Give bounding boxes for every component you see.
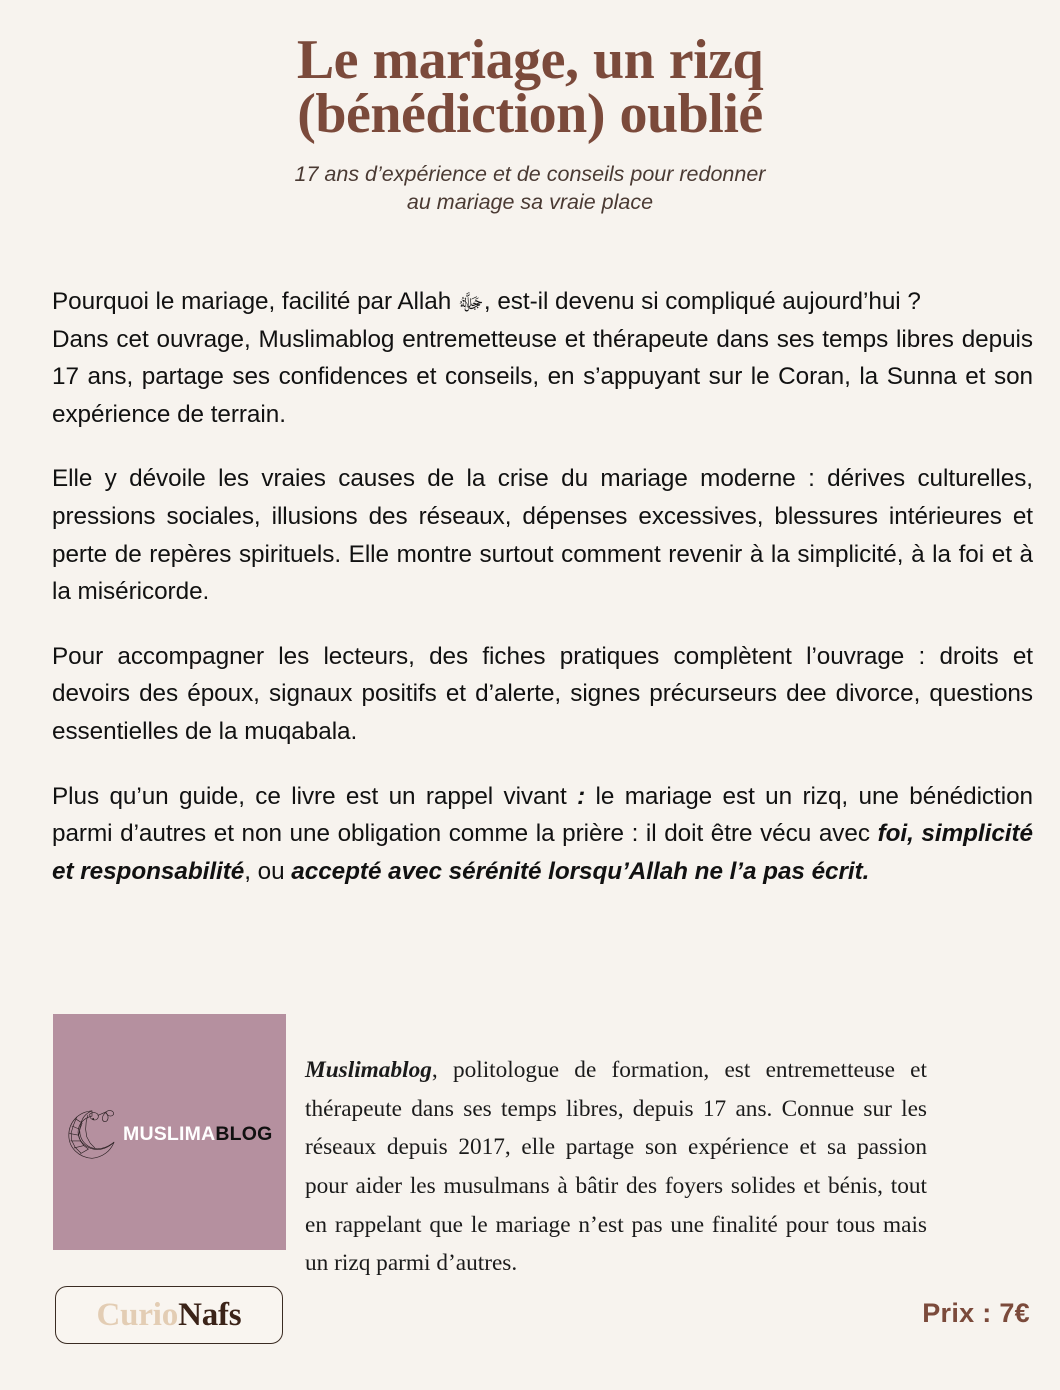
wordmark-part-muslima: MUSLIMA [123, 1122, 216, 1145]
author-name: Muslimablog [305, 1057, 432, 1084]
muslimablog-brand-tile [53, 1014, 286, 1250]
muslimablog-wordmark [123, 1123, 273, 1146]
page-footer [0, 1284, 1060, 1356]
paragraph-fiches: Pour accompagner les lecteurs, des fiches pratiques complètent l’ouvrage : droits et devoirs des époux, signaux positifs et d’alerte, signes précurseurs dee divorce, questions essentielles de la muqabala. [52, 642, 1033, 745]
author-bio-text: , politologue de formation, est entremetteuse et thérapeute dans ses temps libres, depuis 17 ans. Connue sur les réseaux depuis 2017, elle partage son expérience et sa passion pour aider les musulmans à bâtir des foyers solides et bénis, tout en rappelant que le mariage n’est pas une finalité pour tous mais un rizq parmi d’autres. [305, 1057, 927, 1277]
allah-honorific-glyph-icon: ﷻ [457, 290, 484, 316]
page-subtitle-line-1: 17 ans d’expérience et de conseils pour redonner [294, 161, 766, 186]
paragraph-conclusion-emphasis-2: accepté avec sérénité lorsqu’Allah ne l’a pas écrit. [291, 857, 870, 885]
curionafs-wordmark [97, 1297, 242, 1334]
author-section [53, 1014, 1033, 1277]
paragraph-causes: Elle y dévoile les vraies causes de la crise du mariage moderne : dérives culturelles, pressions sociales, illusions des réseaux, dépenses excessives, blessures intérieures et perte de repères spirituels. Elle montre surtout comment revenir à la simplicité, à la foi et à la miséricorde. [52, 465, 1033, 606]
page-title-line-2: (bénédiction) oublié [297, 82, 763, 145]
paragraph-intro-part-a: Pourquoi le mariage, facilité par Allah [52, 288, 458, 315]
price-label: Prix : 7€ [922, 1298, 1030, 1328]
paragraph-conclusion [52, 778, 1033, 891]
page-subtitle-line-2: au mariage sa vraie place [406, 189, 654, 214]
book-description-text [52, 283, 1033, 917]
wordmark-part-nafs: Nafs [178, 1296, 242, 1333]
paragraph-conclusion-colon: : [566, 782, 586, 810]
paragraph-conclusion-part-a: Plus qu’un guide, ce livre est un rappel vivant [52, 782, 567, 810]
muslimablog-logo [63, 1102, 281, 1166]
paragraph-conclusion-part-c: , ou [244, 857, 292, 885]
paragraph-conclusion-emphasis-1: foi, simplicité et responsabilité [52, 820, 1034, 885]
wordmark-part-blog: BLOG [215, 1122, 273, 1145]
page-title-line-1: Le mariage, un rizq [296, 29, 764, 91]
page-subtitle [220, 160, 840, 217]
paragraph-intro [52, 283, 1033, 433]
author-bio [305, 1051, 927, 1283]
paragraph-intro-part-b: , est-il devenu si compliqué aujourd’hui ? [483, 288, 921, 315]
paragraph-intro-part-c: Dans cet ouvrage, Muslimablog entremetteuse et thérapeute dans ses temps libres depuis 17 ans, partage ses confidences et conseils, en s’appuyant sur le Coran, la Sunna et son expérience de terrain. [52, 325, 1033, 428]
curionafs-logo-badge[interactable] [55, 1286, 283, 1344]
dove-bird-icon [63, 1105, 121, 1163]
page-header [0, 0, 1060, 216]
page-title [150, 29, 910, 145]
wordmark-part-curio: Curio [96, 1296, 179, 1333]
paragraph-conclusion-part-b: le mariage est un rizq, une bénédiction parmi d’autres et non une obligation comme la prière : il doit être vécu avec [52, 782, 1034, 848]
